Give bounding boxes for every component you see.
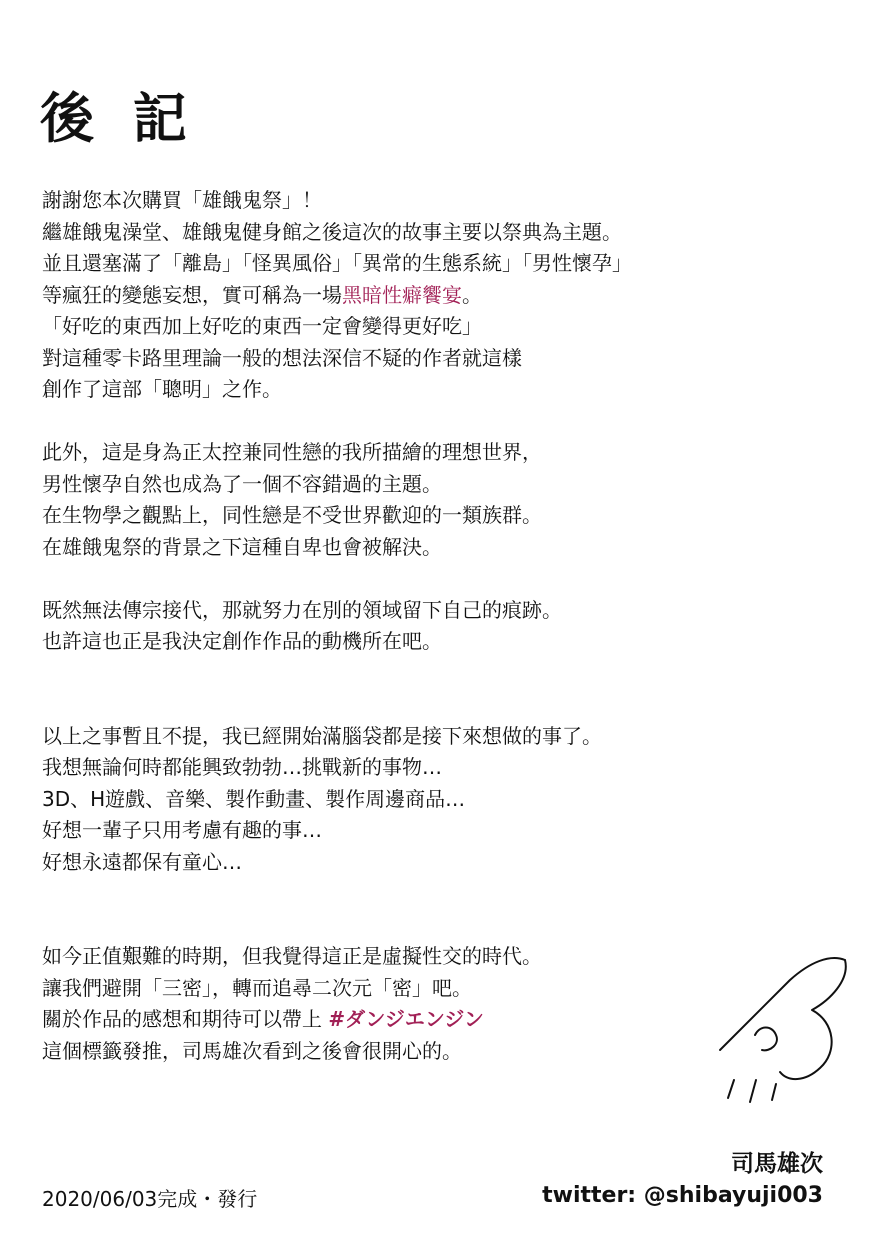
paragraph-spacer xyxy=(42,406,802,438)
text-line: 此外，這是身為正太控兼同性戀的我所描繪的理想世界， xyxy=(42,440,542,464)
text-line: 3D、H遊戲、音樂、製作動畫、製作周邊商品… xyxy=(42,786,466,811)
publish-date: 2020/06/03完成・發行 xyxy=(42,1187,258,1211)
text-line: 在雄餓鬼祭的背景之下這種自卑也會被解決。 xyxy=(42,534,442,559)
text-line: 讓我們避開「三密」，轉而追尋二次元「密」吧。 xyxy=(42,975,472,1000)
text-line: 男性懷孕自然也成為了一個不容錯過的主題。 xyxy=(42,471,442,496)
paragraph-ideal-world xyxy=(42,437,802,563)
text-line: 我想無論何時都能興致勃勃…挑戰新的事物… xyxy=(42,755,442,779)
paragraph-closing xyxy=(42,941,802,1067)
text-line: 這個標籤發推，司馬雄次看到之後會很開心的。 xyxy=(42,1038,462,1063)
text-line: 既然無法傳宗接代，那就努力在別的領域留下自己的痕跡。 xyxy=(42,597,562,622)
afterword-body xyxy=(42,185,802,1067)
text-line: 關於作品的感想和期待可以帶上 #ダンジエンジン xyxy=(42,1007,484,1031)
text-line: 等瘋狂的變態妄想，實可稱為一場黑暗性癖饗宴。 xyxy=(42,282,482,307)
text-line: 創作了這部「聰明」之作。 xyxy=(42,377,282,401)
paragraph-spacer xyxy=(42,878,802,941)
paragraph-motivation xyxy=(42,595,802,658)
highlight-phrase: 黑暗性癖饗宴 xyxy=(342,282,462,307)
paragraph-future-plans xyxy=(42,721,802,879)
paragraph-spacer xyxy=(42,658,802,721)
paragraph-spacer xyxy=(42,563,802,595)
text-line: 在生物學之觀點上，同性戀是不受世界歡迎的一類族群。 xyxy=(42,503,542,527)
author-name: 司馬雄次 xyxy=(731,1151,823,1177)
text-line: 謝謝您本次購買「雄餓鬼祭」！ xyxy=(42,188,322,212)
text-line: 對這種零卡路里理論一般的想法深信不疑的作者就這樣 xyxy=(42,345,522,370)
author-twitter-handle[interactable]: twitter: @shibayuji003 xyxy=(542,1183,823,1208)
author-credit xyxy=(542,1148,823,1212)
text-line: 繼雄餓鬼澡堂、雄餓鬼健身館之後這次的故事主要以祭典為主題。 xyxy=(42,219,622,244)
text-line: 以上之事暫且不提，我已經開始滿腦袋都是接下來想做的事了。 xyxy=(42,723,602,748)
hashtag-link[interactable]: #ダンジエンジン xyxy=(328,1007,484,1031)
text-line: 好想永遠都保有童心… xyxy=(42,849,242,874)
text-line: 也許這也正是我決定創作作品的動機所在吧。 xyxy=(42,629,442,653)
text-line: 如今正值艱難的時期，但我覺得這正是虛擬性交的時代。 xyxy=(42,944,542,968)
page-title: 後 記 xyxy=(40,87,197,150)
text-line: 並且還塞滿了「離島」「怪異風俗」「異常的生態系統」「男性懷孕」 xyxy=(42,251,632,275)
text-line: 好想一輩子只用考慮有趣的事… xyxy=(42,818,322,842)
handwritten-signature-icon xyxy=(700,940,860,1130)
text-line: 「好吃的東西加上好吃的東西一定會變得更好吃」 xyxy=(42,314,482,338)
paragraph-thanks xyxy=(42,185,802,406)
